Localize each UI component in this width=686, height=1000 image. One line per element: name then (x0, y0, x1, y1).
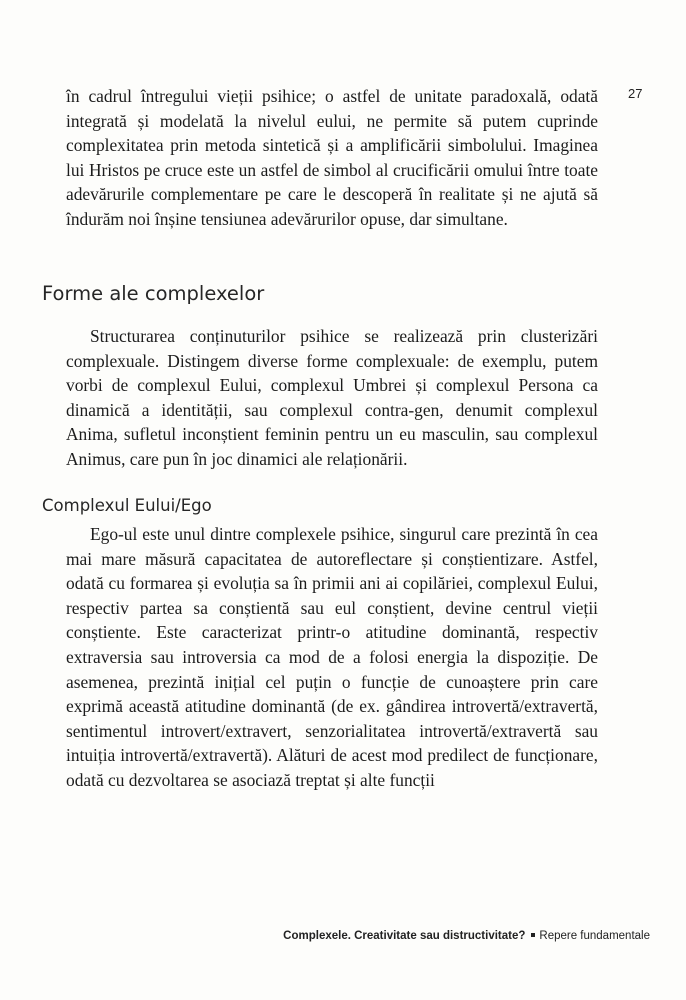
paragraph-ego-text: Ego-ul este unul dintre complexele psihice, singurul care prezintă în cea mai mare măsură capacitatea de autoreflectare și conștientizare. Astfel, odată cu formarea și evoluția sa în primii ani ai copilăriei, complexul Eului, respectiv partea sa conștientă sau eul conștient, devine centrul vieții conștiente. Este caracterizat printr-o atitudine dominantă, respectiv extraversia sau introversia ca mod de a folosi energia la dispoziție. De asemenea, prezintă inițial cel puțin o funcție de cunoaștere prin care exprimă această atitudine dominantă (de ex. gândirea introvertă/extravertă, sentimentul introvert/extravert, senzorialitatea introvertă/extravertă sau intuiția introvertă/extravertă). Alături de acest mod predilect de funcționare, odată cu dezvoltarea se asociază treptat și alte funcții (66, 524, 598, 790)
page-number: 27 (628, 86, 643, 101)
paragraph-forme-text: Structurarea conținuturilor psihice se realizează prin clusterizări complexuale. Distingem diverse forme complexuale: de exemplu, putem vorbi de complexul Eului, complexul Umbrei și complexul Persona ca dinamică a identității, sau complexul contra-gen, denumit complexul Anima, sufletul inconștient feminin pentru un eu masculin, sau complexul Animus, care pun în joc dinamici ale relaționării. (66, 326, 598, 469)
paragraph-forme-complexe (66, 324, 598, 472)
running-footer (283, 930, 650, 942)
section-heading: Forme ale complexelor (42, 282, 265, 305)
footer-bullet-icon (531, 933, 535, 937)
paragraph-ego (66, 522, 598, 793)
footer-book-title: Complexele. Creativitate sau distructivitate? (283, 930, 526, 942)
footer-chapter: Repere fundamentale (539, 930, 650, 942)
subsection-heading: Complexul Eului/Ego (42, 496, 212, 515)
paragraph-intro: în cadrul întregului vieții psihice; o astfel de unitate paradoxală, odată integrată și modelată la nivelul eului, ne permite să putem cuprinde complexitatea prin metoda sintetică și a amplificării simbolului. Imaginea lui Hristos pe cruce este un astfel de simbol al crucificării omului între toate adevărurile complementare pe care le descoperă în realitate și ne ajută să îndurăm noi înșine tensiunea adevărurilor opuse, dar simultane. (66, 86, 598, 229)
